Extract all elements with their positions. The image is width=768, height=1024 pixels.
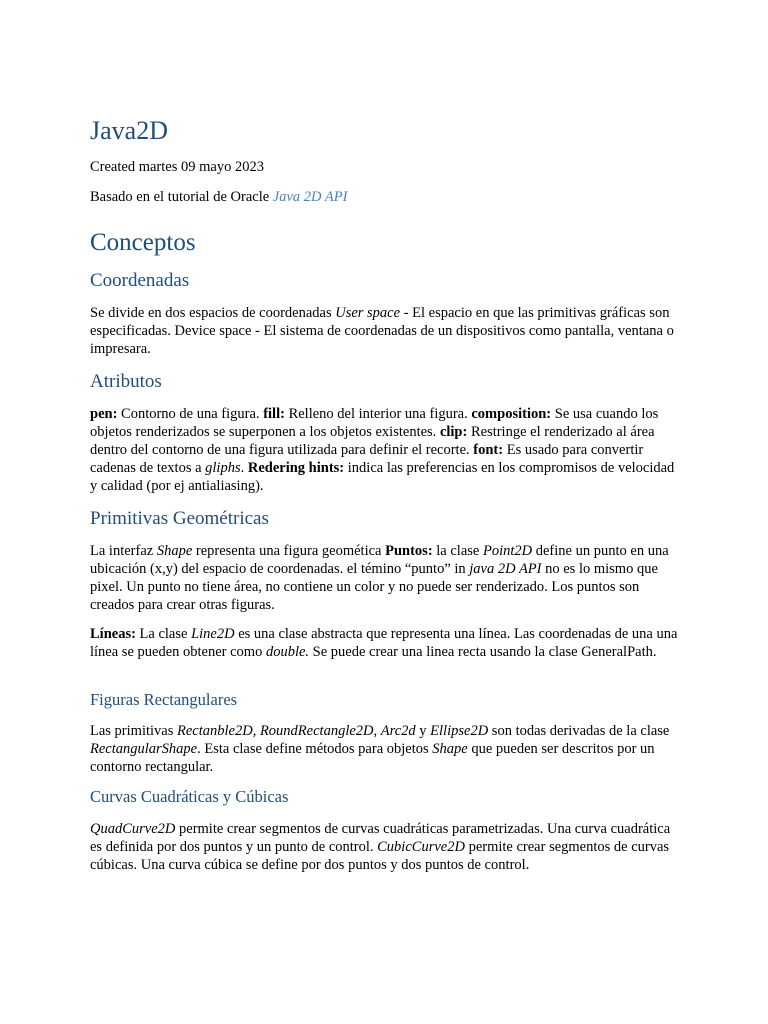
created-date: Created martes 09 mayo 2023: [90, 159, 264, 175]
text-segment: que pueden ser descritos por un contorno rectangular.: [90, 741, 655, 775]
text-segment: ,: [252, 723, 260, 739]
text-segment: Contorno de una figura.: [117, 406, 264, 422]
term-rectangle2d: Rectanble2D: [177, 723, 253, 739]
text-segment: La clase: [135, 626, 192, 642]
text-segment: Se usa cuando los objetos renderizados se superponen a los objetos existentes.: [90, 406, 659, 440]
term-shape: Shape: [432, 741, 468, 757]
paragraph-rectangulares: [90, 722, 682, 776]
term-rendering-hints: Redering hints:: [247, 460, 345, 476]
text-segment: La interfaz: [90, 543, 157, 559]
java2d-api-link[interactable]: Java 2D API: [272, 189, 348, 205]
text-segment: define un punto en una ubicación (x,y) del espacio de coordenadas. el témino “punto” in: [90, 543, 669, 577]
text-segment: . Esta clase define métodos para objetos: [197, 741, 433, 757]
text-segment: la clase: [432, 543, 483, 559]
based-on-prefix: Basado en el tutorial de Oracle: [90, 189, 273, 205]
text-segment: ,: [373, 723, 381, 739]
term-font: font:: [473, 442, 504, 458]
paragraph-curvas: [90, 820, 682, 874]
heading-figuras-rectangulares: Figuras Rectangulares: [90, 690, 238, 709]
term-shape: Shape: [156, 543, 193, 559]
text-segment: permite crear segmentos de curvas cuadráticas parametrizadas. Una curva cuadrática es definida por dos puntos y un punto de control.: [90, 821, 671, 855]
text-segment: son todas derivadas de la clase: [488, 723, 670, 739]
text-segment: - El espacio en que las primitivas gráficas son especificadas. Device space - El sistema de coordenadas de un dispositivos como pantalla, ventana o impresara.: [90, 305, 674, 357]
paragraph-atributos: [90, 405, 682, 495]
based-on-line: [90, 188, 347, 206]
text-segment: Se divide en dos espacios de coordenadas: [90, 305, 336, 321]
term-roundrectangle2d: RoundRectangle2D: [259, 723, 374, 739]
term-ellipse2d: Ellipse2D: [430, 723, 489, 739]
text-segment: .: [240, 460, 248, 476]
paragraph-lineas: [90, 625, 682, 661]
term-composition: composition:: [471, 406, 552, 422]
text-segment: representa una figura geomética: [192, 543, 386, 559]
term-arc2d: Arc2d: [380, 723, 416, 739]
term-pen: pen:: [90, 406, 118, 422]
heading-curvas: Curvas Cuadráticas y Cúbicas: [90, 787, 289, 806]
page-title: Java2D: [90, 116, 168, 145]
paragraph-coordenadas: [90, 304, 682, 358]
term-fill: fill:: [263, 406, 285, 422]
paragraph-primitivas: [90, 542, 682, 614]
term-lineas: Líneas:: [90, 626, 136, 642]
heading-coordenadas: Coordenadas: [90, 270, 190, 291]
heading-primitivas: Primitivas Geométricas: [90, 508, 269, 529]
text-segment: es una clase abstracta que representa una línea. Las coordenadas de una una línea se pueden obtener como: [90, 626, 678, 660]
heading-conceptos: Conceptos: [90, 229, 196, 256]
text-segment: indica las preferencias en los compromisos de velocidad y calidad (por ej antialiasing).: [90, 460, 675, 494]
text-segment: Se puede crear una linea recta usando la clase GeneralPath.: [309, 644, 657, 660]
term-java2d-api: java 2D API: [469, 561, 542, 577]
text-segment: y: [415, 723, 431, 739]
term-double: double.: [265, 644, 310, 660]
text-segment: no es lo mismo que pixel. Un punto no tiene área, no contiene un color y no puede ser renderizado. Los puntos son creados para crear otras figuras.: [90, 561, 658, 613]
text-segment: Relleno del interior una figura.: [284, 406, 472, 422]
text-segment: Es usado para convertir cadenas de textos a: [90, 442, 644, 476]
term-point2d: Point2D: [482, 543, 533, 559]
heading-atributos: Atributos: [90, 371, 162, 392]
text-segment: Las primitivas: [90, 723, 177, 739]
term-quadcurve2d: QuadCurve2D: [90, 821, 176, 837]
term-cubiccurve2d: CubicCurve2D: [377, 839, 465, 855]
term-rectangularshape: RectangularShape: [90, 741, 198, 757]
term-clip: clip:: [439, 424, 468, 440]
term-puntos: Puntos:: [385, 543, 433, 559]
text-segment: Restringe el renderizado al área dentro del contorno de una figura utilizada para definir el recorte.: [90, 424, 655, 458]
text-segment: permite crear segmentos de curvas cúbicas. Una curva cúbica se define por dos puntos y dos puntos de control.: [90, 839, 670, 873]
term-user-space: User space: [335, 305, 401, 321]
term-line2d: Line2D: [191, 626, 235, 642]
term-gliphs: gliphs: [205, 460, 241, 476]
